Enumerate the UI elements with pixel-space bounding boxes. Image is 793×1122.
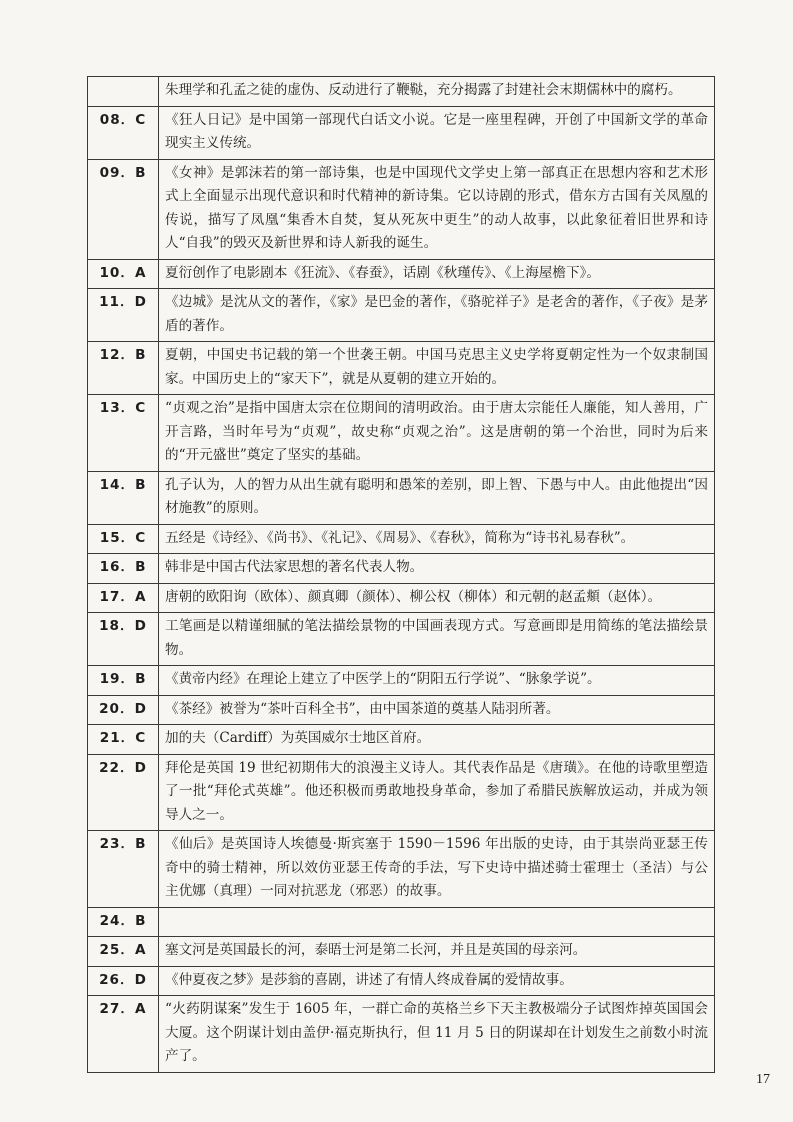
answer-row: [88, 937, 715, 967]
question-answer-key: 21．C: [88, 725, 159, 755]
question-answer-key: 19．B: [88, 666, 159, 696]
explanation-text: 《女神》是郭沫若的第一部诗集，也是中国现代文学史上第一部真正在思想内容和艺术形式上全面显示出现代意识和时代精神的新诗集。它以诗剧的形式，借东方古国有关凤凰的传说，描写了凤凰“集香木自焚，复从死灰中更生”的动人故事，以此象征着旧世界和诗人“自我”的毁灭及新世界和诗人新我的诞生。: [159, 159, 715, 259]
answer-row: [88, 996, 715, 1073]
question-answer-key: [88, 77, 159, 107]
explanation-text: 五经是《诗经》、《尚书》、《礼记》、《周易》、《春秋》，简称为“诗书礼易春秋”。: [159, 524, 715, 554]
answer-row: [88, 289, 715, 342]
explanation-text: 《仲夏夜之梦》是莎翁的喜剧，讲述了有情人终成眷属的爱情故事。: [159, 966, 715, 996]
answer-row: [88, 583, 715, 613]
answer-table: [87, 76, 715, 1073]
question-answer-key: 17．A: [88, 583, 159, 613]
answer-row: [88, 966, 715, 996]
question-answer-key: 22．D: [88, 754, 159, 831]
question-answer-key: 16．B: [88, 554, 159, 584]
question-answer-key: 20．D: [88, 695, 159, 725]
page-number: 17: [756, 1072, 770, 1087]
answer-sheet: [87, 76, 715, 1073]
answer-row: [88, 554, 715, 584]
explanation-text: 塞文河是英国最长的河，泰晤士河是第二长河，并且是英国的母亲河。: [159, 937, 715, 967]
question-answer-key: 09．B: [88, 159, 159, 259]
answer-row: [88, 471, 715, 524]
answer-row: [88, 77, 715, 107]
answer-row: [88, 907, 715, 937]
explanation-text: 朱理学和孔孟之徒的虚伪、反动进行了鞭鞑，充分揭露了封建社会末期儒林中的腐朽。: [159, 77, 715, 107]
explanation-text: 拜伦是英国 19 世纪初期伟大的浪漫主义诗人。其代表作品是《唐璜》。在他的诗歌里塑造了一批“拜伦式英雄”。他还积极而勇敢地投身革命，参加了希腊民族解放运动，并成为领导人之一。: [159, 754, 715, 831]
question-answer-key: 18．D: [88, 613, 159, 666]
explanation-text: 唐朝的欧阳询（欧体）、颜真卿（颜体）、柳公权（柳体）和元朝的赵孟頫（赵体）。: [159, 583, 715, 613]
answer-row: [88, 106, 715, 159]
explanation-text: 加的夫（Cardiff）为英国威尔士地区首府。: [159, 725, 715, 755]
explanation-text: 孔子认为，人的智力从出生就有聪明和愚笨的差别，即上智、下愚与中人。由此他提出“因材施教”的原则。: [159, 471, 715, 524]
explanation-text: 《黄帝内经》在理论上建立了中医学上的“阴阳五行学说”、“脉象学说”。: [159, 666, 715, 696]
question-answer-key: 23．B: [88, 831, 159, 908]
explanation-text: “贞观之治”是指中国唐太宗在位期间的清明政治。由于唐太宗能任人廉能，知人善用，广开言路，当时年号为“贞观”，故史称“贞观之治”。这是唐朝的第一个治世，同时为后来的“开元盛世”奠定了坚实的基础。: [159, 395, 715, 472]
answer-row: [88, 395, 715, 472]
question-answer-key: 24．B: [88, 907, 159, 937]
explanation-text: 韩非是中国古代法家思想的著名代表人物。: [159, 554, 715, 584]
explanation-text: 工笔画是以精谨细腻的笔法描绘景物的中国画表现方式。写意画即是用简练的笔法描绘景物。: [159, 613, 715, 666]
answer-row: [88, 342, 715, 395]
answer-row: [88, 754, 715, 831]
question-answer-key: 08．C: [88, 106, 159, 159]
answer-row: [88, 666, 715, 696]
explanation-text: 《仙后》是英国诗人埃德曼·斯宾塞于 1590－1596 年出版的史诗，由于其崇尚亚瑟王传奇中的骑士精神，所以效仿亚瑟王传奇的手法，写下史诗中描述骑士霍理士（圣洁）与公主优娜（真理）一同对抗恶龙（邪恶）的故事。: [159, 831, 715, 908]
explanation-text: 夏朝，中国史书记载的第一个世袭王朝。中国马克思主义史学将夏朝定性为一个奴隶制国家。中国历史上的“家天下”，就是从夏朝的建立开始的。: [159, 342, 715, 395]
question-answer-key: 25．A: [88, 937, 159, 967]
question-answer-key: 12．B: [88, 342, 159, 395]
question-answer-key: 11．D: [88, 289, 159, 342]
explanation-text: 《边城》是沈从文的著作，《家》是巴金的著作，《骆驼祥子》是老舍的著作，《子夜》是茅盾的著作。: [159, 289, 715, 342]
question-answer-key: 26．D: [88, 966, 159, 996]
answer-row: [88, 695, 715, 725]
question-answer-key: 15．C: [88, 524, 159, 554]
explanation-text: 《茶经》被誉为“茶叶百科全书”，由中国茶道的奠基人陆羽所著。: [159, 695, 715, 725]
answer-row: [88, 259, 715, 289]
question-answer-key: 27．A: [88, 996, 159, 1073]
answer-row: [88, 159, 715, 259]
question-answer-key: 14．B: [88, 471, 159, 524]
question-answer-key: 13．C: [88, 395, 159, 472]
explanation-text: [159, 907, 715, 937]
question-answer-key: 10．A: [88, 259, 159, 289]
answer-row: [88, 613, 715, 666]
answer-row: [88, 725, 715, 755]
explanation-text: 夏衍创作了电影剧本《狂流》、《春蚕》，话剧《秋瑾传》、《上海屋檐下》。: [159, 259, 715, 289]
explanation-text: “火药阴谋案”发生于 1605 年，一群亡命的英格兰乡下天主教极端分子试图炸掉英国国会大厦。这个阴谋计划由盖伊·福克斯执行，但 11 月 5 日的阴谋却在计划发生之前数小时流产了。: [159, 996, 715, 1073]
answer-row: [88, 524, 715, 554]
answer-row: [88, 831, 715, 908]
explanation-text: 《狂人日记》是中国第一部现代白话文小说。它是一座里程碑，开创了中国新文学的革命现实主义传统。: [159, 106, 715, 159]
